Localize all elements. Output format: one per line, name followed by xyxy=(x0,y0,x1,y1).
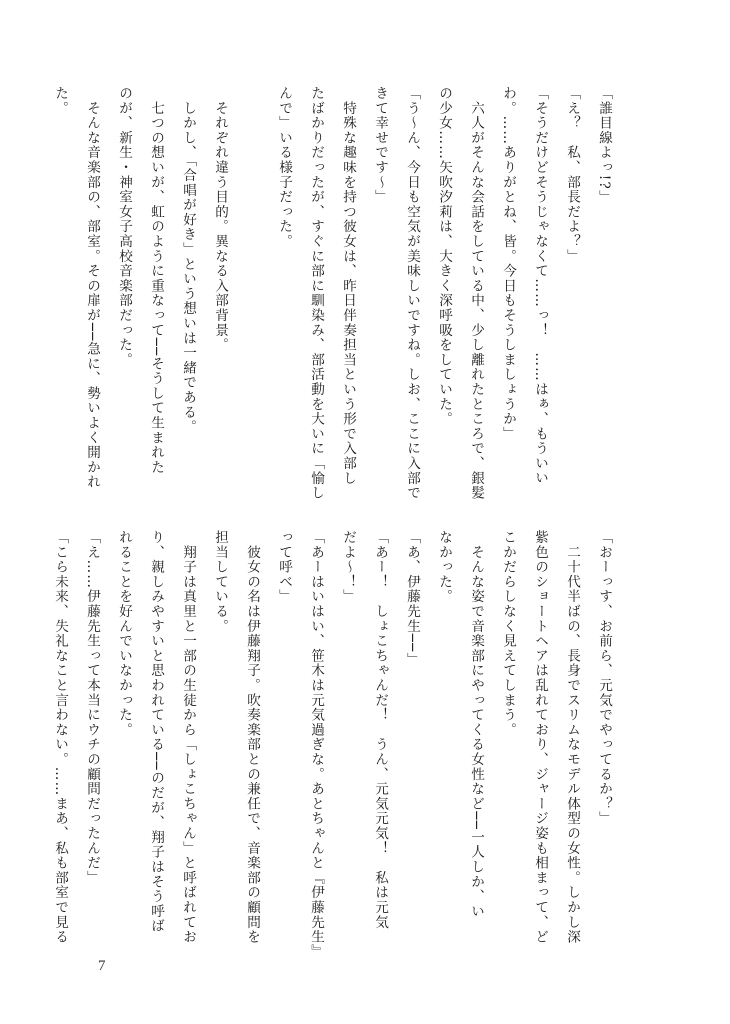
text-column: わ。……ありがとね、皆。今日もそうしましょうか」 xyxy=(500,86,516,442)
text-column: 「おーっす、お前ら、元気でやってるか？」 xyxy=(596,530,612,826)
text-column: そんな姿で音楽部にやってくる女性など──一人しか、い xyxy=(468,530,484,919)
text-column: 「う〜ん、今日も空気が美味しいですね。しお、ここに入部で xyxy=(404,86,420,501)
text-column: 特殊な趣味を持つ彼女は、昨日伴奏担当という形で入部し xyxy=(340,86,356,486)
text-column: 七つの想いが、虹のように重なって──そうして生まれた xyxy=(148,86,164,475)
text-column: の少女……矢吹汐莉は、大きく深呼吸をしていた。 xyxy=(436,86,452,427)
text-column: 翔子は真里と一部の生徒から「しょこちゃん」と呼ばれてお xyxy=(180,530,196,945)
text-column: 「え……伊藤先生って本当にウチの顧問だったんだ」 xyxy=(84,530,100,886)
text-column: なかった。 xyxy=(436,530,452,604)
text-column: 「あ、伊藤先生──」 xyxy=(404,530,420,668)
text-block-upper xyxy=(52,86,620,506)
text-column: 彼女の名は伊藤翔子。吹奏楽部との兼任で、音楽部の顧問を xyxy=(244,530,260,945)
text-block-lower xyxy=(52,530,620,960)
text-column: たばかりだったが、すぐに部に馴染み、部活動を大いに「愉し xyxy=(308,86,324,501)
text-column: 紫色のショートヘアは乱れており、ジャージ姿も相まって、ど xyxy=(532,530,548,945)
text-column xyxy=(236,86,268,506)
text-column: んで」いる様子だった。 xyxy=(276,86,292,249)
text-column: 二十代半ばの、長身でスリムなモデル体型の女性。しかし深 xyxy=(564,530,580,945)
text-column: 「そうだけどそうじゃなくて……っ！ ……はぁ、もういい xyxy=(532,86,548,486)
text-column: 「あーはいはい、笹木は元気過ぎな。あとちゃんと『伊藤先生』 xyxy=(308,530,324,960)
text-column: 「あー！ しょこちゃんだ！ うん、元気元気！ 私は元気 xyxy=(372,530,388,930)
text-column: そんな音楽部の、部室。その扉が──急に、勢いよく開かれ xyxy=(84,86,100,490)
text-column: 担当している。 xyxy=(212,530,228,634)
text-column: って呼べ」 xyxy=(276,530,292,604)
text-column: しかし、「合唱が好き」という想いは一緒である。 xyxy=(180,86,196,435)
text-column: きて幸せです〜」 xyxy=(372,86,388,205)
text-column: れることを好んでいなかった。 xyxy=(116,530,132,738)
text-column: 「え？ 私、部長だよ？」 xyxy=(564,86,580,264)
text-column: こかだらしなく見えてしまう。 xyxy=(500,530,516,738)
page-number: 7 xyxy=(98,958,106,974)
text-column: た。 xyxy=(52,86,68,116)
text-column: り、親しみやすいと思われている──のだが、翔子はそう呼ば xyxy=(148,530,164,934)
text-column: 「誰目線よっ!?」 xyxy=(596,86,612,205)
text-column: それぞれ違う目的。異なる入部背景。 xyxy=(212,86,228,353)
text-column: だよ〜！」 xyxy=(340,530,356,604)
text-column: のが、新生・神室女子高校音楽部だった。 xyxy=(116,86,132,368)
text-column: 六人がそんな会話をしている中、少し離れたところで、銀髪 xyxy=(468,86,484,501)
text-column: 「こら未来、失礼なこと言わない。……まあ、私も部室で見る xyxy=(52,530,68,945)
